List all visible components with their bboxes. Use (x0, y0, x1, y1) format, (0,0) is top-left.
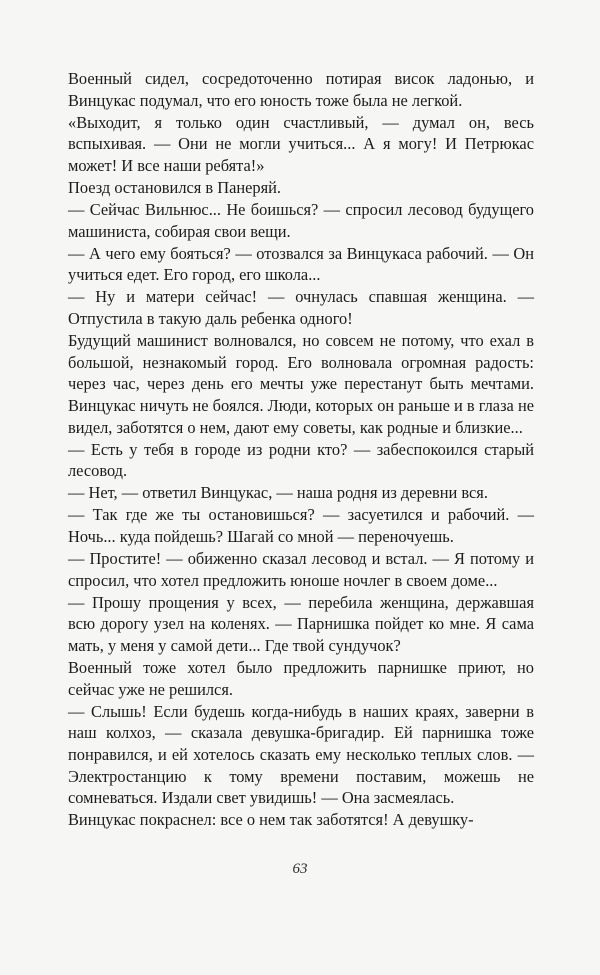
paragraph: — Так где же ты остановишься? — засуетился и рабочий. — Ночь... куда пойдешь? Шагай со мной — переночуешь. (68, 505, 534, 546)
paragraph: Будущий машинист волновался, но совсем не потому, что ехал в большой, незнакомый город. Его волновала огромная радость: через час, через день его мечты уже перестанут быть мечтами. Винцукас ничуть не боялся. Люди, которых он раньше и в глаза не видел, заботятся о нем, дают ему советы, как родные и близкие... (68, 331, 534, 437)
paragraph: — Есть у тебя в городе из родни кто? — забеспокоился старый лесовод. (68, 439, 534, 481)
paragraph: Военный сидел, сосредоточенно потирая висок ладонью, и Винцукас подумал, что его юность тоже была не легкой. (68, 69, 534, 110)
paragraph: — Нет, — ответил Винцукас, — наша родня из деревни вся. (68, 483, 488, 503)
page-number: 63 (292, 861, 308, 877)
paragraph: Винцукас покраснел: все о нем так заботятся! А девушку- (68, 810, 474, 830)
paragraph: — Сейчас Вильнюс... Не боишься? — спросил лесовод будущего машиниста, собирая свои вещи. (68, 200, 534, 241)
paragraph: — Простите! — обиженно сказал лесовод и встал. — Я потому и спросил, что хотел предложить юноше ночлег в своем доме... (68, 549, 534, 590)
paragraph: — Прошу прощения у всех, — перебила женщина, державшая всю дорогу узел на коленях. — Парнишка пойдет ко мне. Я сама мать, у меня у самой дети... Где твой сундучок? (68, 592, 534, 655)
paragraph: Поезд остановился в Панеряй. (68, 177, 282, 197)
paragraph: — Слышь! Если будешь когда-нибудь в наших краях, заверни в наш колхоз, — сказала девушка-бригадир. Ей парнишка тоже понравился, и ей хотелось сказать ему несколько теплых слов. — Электростанцию к тому времени поставим, можешь не сомневаться. Издали свет увидишь! — Она засмеялась. (68, 701, 534, 808)
body-text (68, 68, 534, 831)
paragraph: — Ну и матери сейчас! — очнулась спавшая женщина. — Отпустила в такую даль ребенка одного! (68, 287, 534, 329)
paragraph: — А чего ему бояться? — отозвался за Винцукаса рабочий. — Он учиться едет. Его город, его школа... (68, 243, 534, 285)
paragraph: Военный тоже хотел было предложить парнишке приют, но сейчас уже не решился. (68, 658, 534, 699)
paragraph: «Выходит, я только один счастливый, — думал он, весь вспыхивая. — Они не могли учиться... А я могу! И Петрюкас может! И все наши ребята!» (68, 112, 534, 175)
